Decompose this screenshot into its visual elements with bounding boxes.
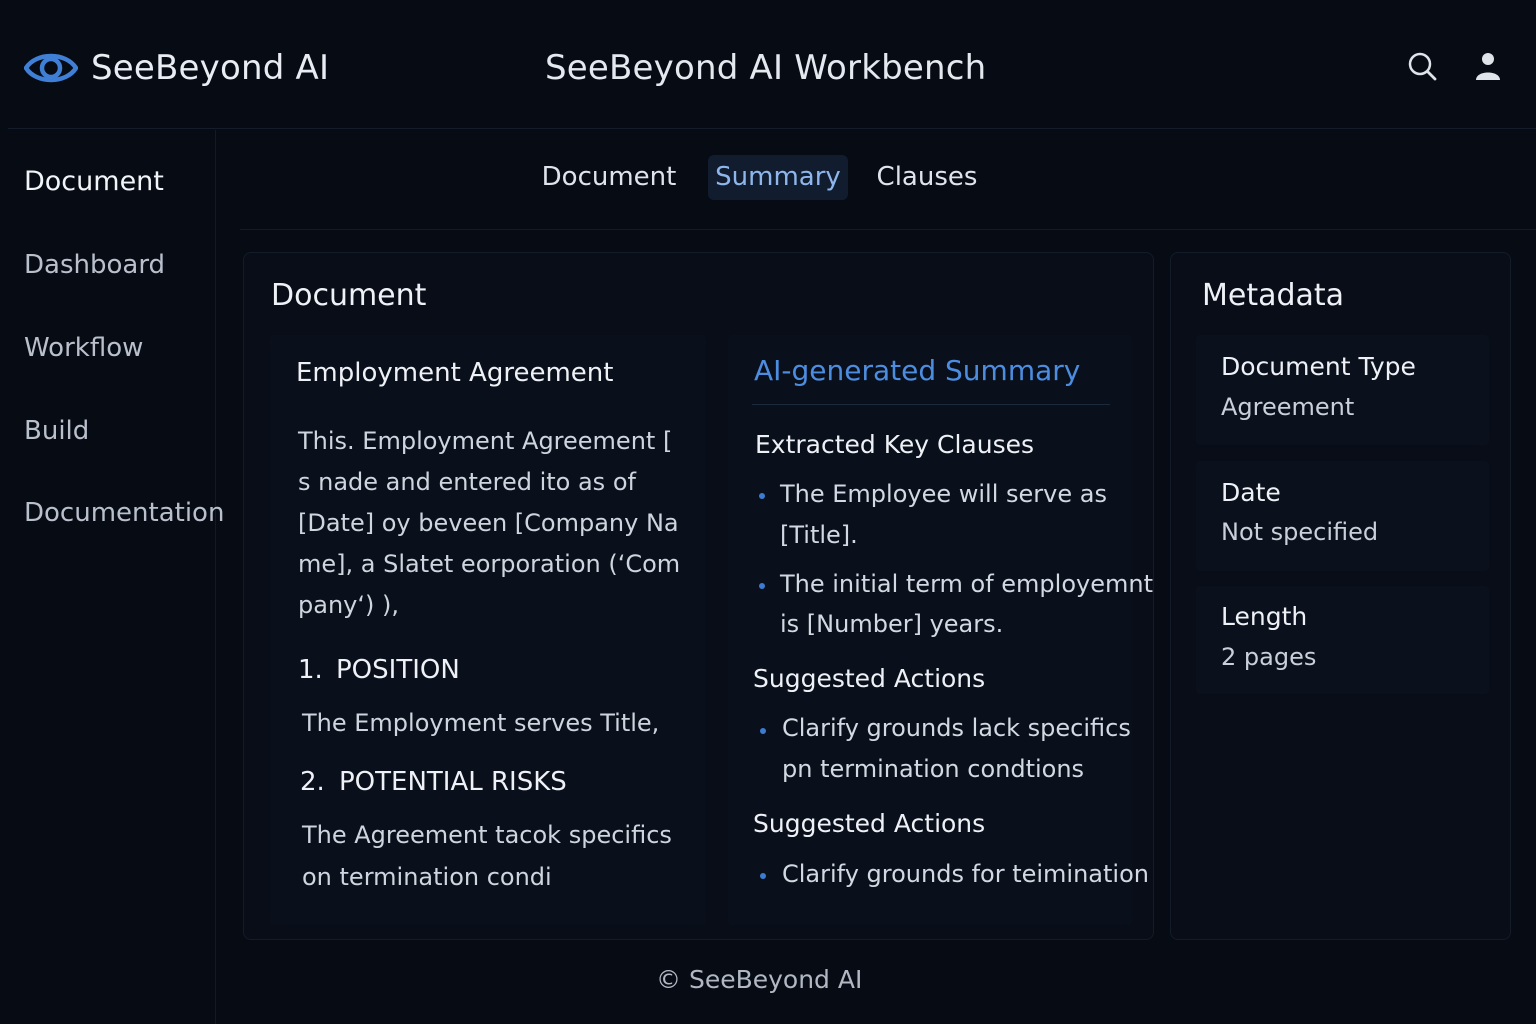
summary-group-heading: Suggested Actions bbox=[753, 664, 986, 693]
summary-bullet-line: pn termination condtions bbox=[782, 755, 1085, 783]
sidebar-item-build[interactable]: Build bbox=[24, 416, 90, 446]
summary-bullet-line: Clarify grounds for teimination bbox=[782, 860, 1149, 888]
user-icon[interactable] bbox=[1472, 50, 1504, 82]
document-title: Employment Agreement bbox=[296, 358, 614, 388]
document-text-line: [Date] oy beveen [Company Na bbox=[298, 509, 679, 537]
document-text-line: s nade and entered ito as of bbox=[298, 468, 636, 496]
sidebar-item-dashboard[interactable]: Dashboard bbox=[24, 250, 166, 280]
document-text-line: The Agreement tacok specifics bbox=[302, 821, 672, 849]
summary-bullet-line: Clarify grounds lack specifics bbox=[782, 714, 1131, 742]
document-text-line: This. Employment Agreement [ bbox=[298, 427, 673, 455]
summary-title-underline bbox=[752, 404, 1110, 405]
brand[interactable] bbox=[24, 44, 329, 92]
bullet-dot-icon bbox=[759, 493, 765, 499]
section-number: 1. bbox=[298, 655, 323, 685]
metadata-label: Length bbox=[1221, 602, 1308, 631]
document-text-line: me], a Slatet eorporation (‘Com bbox=[298, 550, 681, 578]
metadata-label: Document Type bbox=[1221, 352, 1416, 381]
footer-copyright: © SeeBeyond AI bbox=[656, 965, 863, 994]
metadata-panel-title: Metadata bbox=[1202, 278, 1345, 313]
section-number: 2. bbox=[300, 767, 325, 797]
summary-title: AI-generated Summary bbox=[754, 354, 1081, 387]
summary-group-heading: Suggested Actions bbox=[753, 809, 986, 838]
tab-summary[interactable]: Summary bbox=[708, 155, 848, 200]
document-panel-title: Document bbox=[271, 278, 427, 313]
tabbar-divider bbox=[240, 229, 1536, 230]
metadata-value: Agreement bbox=[1221, 393, 1355, 421]
section-heading-position: POSITION bbox=[336, 655, 460, 685]
tab-document[interactable]: Document bbox=[541, 162, 677, 192]
summary-bullet-line: The initial term of employemnt bbox=[780, 570, 1153, 598]
tab-clauses[interactable]: Clauses bbox=[876, 162, 978, 192]
sidebar-item-document[interactable]: Document bbox=[24, 166, 164, 197]
metadata-value: 2 pages bbox=[1221, 643, 1317, 671]
brand-name: SeeBeyond AI bbox=[91, 48, 330, 88]
sidebar-divider bbox=[215, 130, 216, 1024]
header-divider bbox=[8, 128, 1536, 129]
summary-bullet-line: [Title]. bbox=[780, 521, 858, 549]
search-icon[interactable] bbox=[1406, 50, 1438, 82]
metadata-label: Date bbox=[1221, 478, 1281, 507]
section-heading-potential-risks: POTENTIAL RISKS bbox=[339, 767, 567, 797]
document-text-line: on termination condi bbox=[302, 863, 552, 891]
sidebar-item-documentation[interactable]: Documentation bbox=[24, 498, 225, 528]
document-text-line: The Employment serves Title, bbox=[302, 709, 660, 737]
app-title: SeeBeyond AI Workbench bbox=[545, 48, 987, 88]
bullet-dot-icon bbox=[759, 583, 765, 589]
sidebar-item-workflow[interactable]: Workflow bbox=[24, 333, 144, 363]
eye-logo-icon bbox=[24, 48, 78, 88]
summary-group-heading: Extracted Key Clauses bbox=[755, 430, 1035, 459]
document-text-line: pany‘) ), bbox=[298, 591, 399, 619]
summary-bullet-line: The Employee will serve as bbox=[780, 480, 1107, 508]
summary-bullet-line: is [Number] years. bbox=[780, 610, 1004, 638]
bullet-dot-icon bbox=[760, 873, 766, 879]
metadata-value: Not specified bbox=[1221, 518, 1379, 546]
top-header bbox=[0, 0, 1536, 130]
bullet-dot-icon bbox=[760, 728, 766, 734]
